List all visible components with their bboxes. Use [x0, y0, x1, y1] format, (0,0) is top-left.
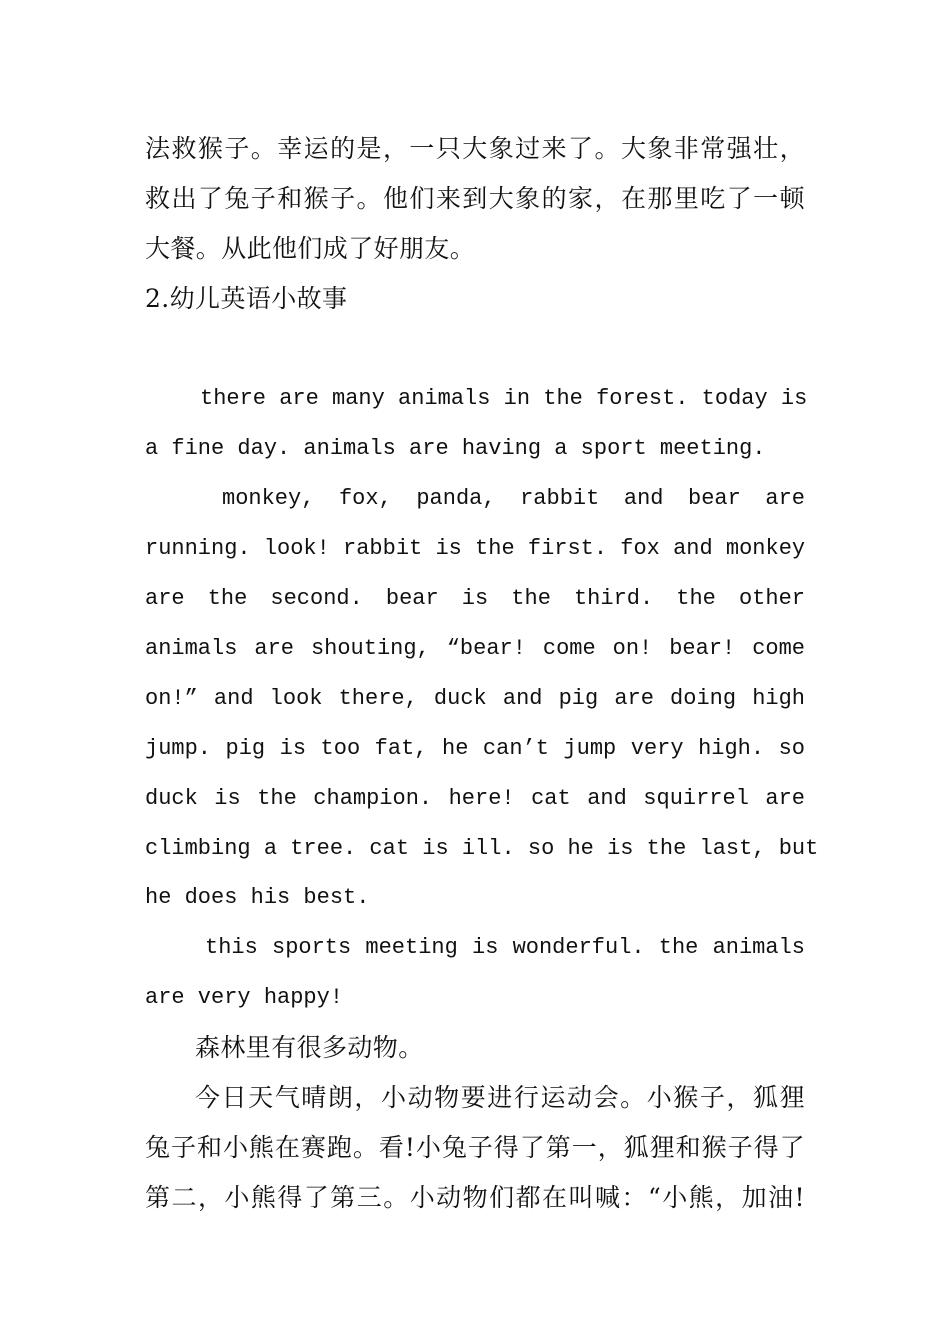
zh-paragraph-1-line-1: 法救猴子。幸运的是，一只大象过来了。大象非常强壮，: [145, 134, 805, 163]
en-paragraph-2-line-6: jump. pig is too fat, he can’t jump very high. so: [145, 736, 805, 761]
zh-paragraph-3-line-3: 第二，小熊得了第三。小动物们都在叫喊：“小熊，加油!: [145, 1183, 805, 1212]
en-paragraph-2-line-2: running. look! rabbit is the first. fox and monkey: [145, 536, 806, 561]
en-paragraph-2-line-8: climbing a tree. cat is ill. so he is the last, but: [145, 836, 819, 861]
section-heading: 2.幼儿英语小故事: [145, 284, 348, 313]
en-paragraph-3-line-1: this sports meeting is wonderful. the animals: [205, 935, 805, 960]
en-paragraph-1-line-2: a fine day. animals are having a sport meeting.: [145, 436, 766, 461]
en-paragraph-2-line-5: on!” and look there, duck and pig are doing high: [145, 686, 805, 711]
en-paragraph-2-line-1: monkey, fox, panda, rabbit and bear are: [222, 486, 805, 511]
zh-paragraph-2-line-1: 森林里有很多动物。: [195, 1033, 424, 1062]
en-paragraph-2-line-9: he does his best.: [145, 885, 370, 910]
zh-paragraph-1-line-3: 大餐。从此他们成了好朋友。: [145, 234, 476, 263]
en-paragraph-2-line-3: are the second. bear is the third. the other: [145, 586, 805, 611]
zh-paragraph-1-line-2: 救出了兔子和猴子。他们来到大象的家，在那里吃了一顿: [145, 184, 805, 213]
zh-paragraph-3-line-1: 今日天气晴朗，小动物要进行运动会。小猴子，狐狸: [195, 1083, 805, 1112]
en-paragraph-2-line-4: animals are shouting, “bear! come on! bear! come: [145, 636, 805, 661]
en-paragraph-2-line-7: duck is the champion. here! cat and squirrel are: [145, 786, 805, 811]
en-paragraph-3-line-2: are very happy!: [145, 985, 344, 1010]
zh-paragraph-3-line-2: 兔子和小熊在赛跑。看!小兔子得了第一，狐狸和猴子得了: [145, 1133, 805, 1162]
en-paragraph-1-line-1: there are many animals in the forest. today is: [200, 386, 808, 411]
